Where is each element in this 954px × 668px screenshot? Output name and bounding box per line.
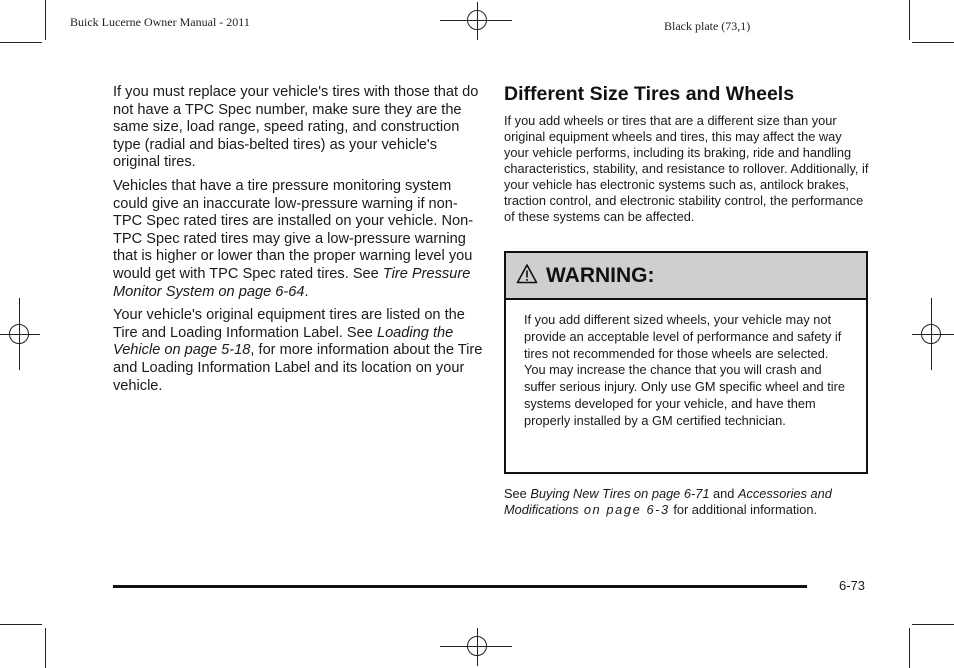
warning-title: WARNING:	[546, 263, 655, 287]
cross-reference-link[interactable]: Loading the Vehicle on page 5-18	[113, 324, 454, 359]
paragraph-original-tires: Your vehicle's original equipment tires are listed on the Tire and Loading Information Label. See Loading the Vehicle on page 5-18, for more information about the Tire and Loading Information Label and its location on your vehicle.	[113, 307, 483, 394]
left-column	[113, 84, 483, 401]
crop-mark	[912, 624, 954, 625]
cross-reference-link[interactable]: Buying New Tires on page 6-71	[530, 486, 710, 501]
crop-mark	[909, 628, 910, 668]
page-number: 6-73	[839, 578, 866, 593]
warning-triangle-icon	[516, 263, 538, 289]
header-manual-title: Buick Lucerne Owner Manual - 2011	[70, 15, 250, 29]
see-also-paragraph: See Buying New Tires on page 6-71 and Accessories and Modifications on page 6-3 for additional information.	[504, 486, 832, 517]
header-plate-label: Black plate (73,1)	[664, 19, 751, 33]
paragraph-tpc-replacement: If you must replace your vehicle's tires with those that do not have a TPC Spec number, make sure they are the same size, load range, speed rating, and construction type (radial and bias-belted tires) as your vehicle's original tires.	[113, 84, 479, 171]
warning-box	[504, 251, 868, 474]
paragraph-tpms-warning: Vehicles that have a tire pressure monitoring system could give an inaccurate low-pressure warning if non-TPC Spec rated tires are installed on your vehicle. Non-TPC Spec rated tires may give a low-pressure warning that is higher or lower than the proper warning level you would get with TPC Spec rated tires. See Tire Pressure Monitor System on page 6-64.	[113, 177, 474, 300]
cross-reference-link[interactable]: Tire Pressure Monitor System on page 6-64	[113, 265, 471, 300]
cross-reference-link[interactable]: Accessories and Modifications on page 6-3	[504, 486, 832, 517]
right-column	[504, 82, 870, 225]
crop-mark	[0, 42, 42, 43]
section-heading: Different Size Tires and Wheels	[504, 83, 795, 105]
crop-mark	[45, 0, 46, 40]
crop-mark	[909, 0, 910, 40]
crop-mark	[0, 624, 42, 625]
crop-mark	[912, 42, 954, 43]
crop-mark	[45, 628, 46, 668]
warning-header	[506, 253, 866, 300]
footer-rule	[113, 585, 807, 588]
warning-text: If you add different sized wheels, your vehicle may not provide an acceptable level of performance and safety if tires not recommended for those wheels are selected. You may increase the chance that you will crash and suffer serious injury. Only use GM specific wheel and tire systems developed for your vehicle, and have them properly installed by a GM certified technician.	[524, 312, 846, 428]
paragraph-different-size: If you add wheels or tires that are a different size than your original equipment wheels and tires, this may affect the way your vehicle performs, including its braking, ride and handling characteristics, stability, and resistance to rollover. Additionally, if your vehicle has electronic systems such as, antilock brakes, traction control, and electronic stability control, the performance of these systems can be affected.	[504, 113, 869, 224]
